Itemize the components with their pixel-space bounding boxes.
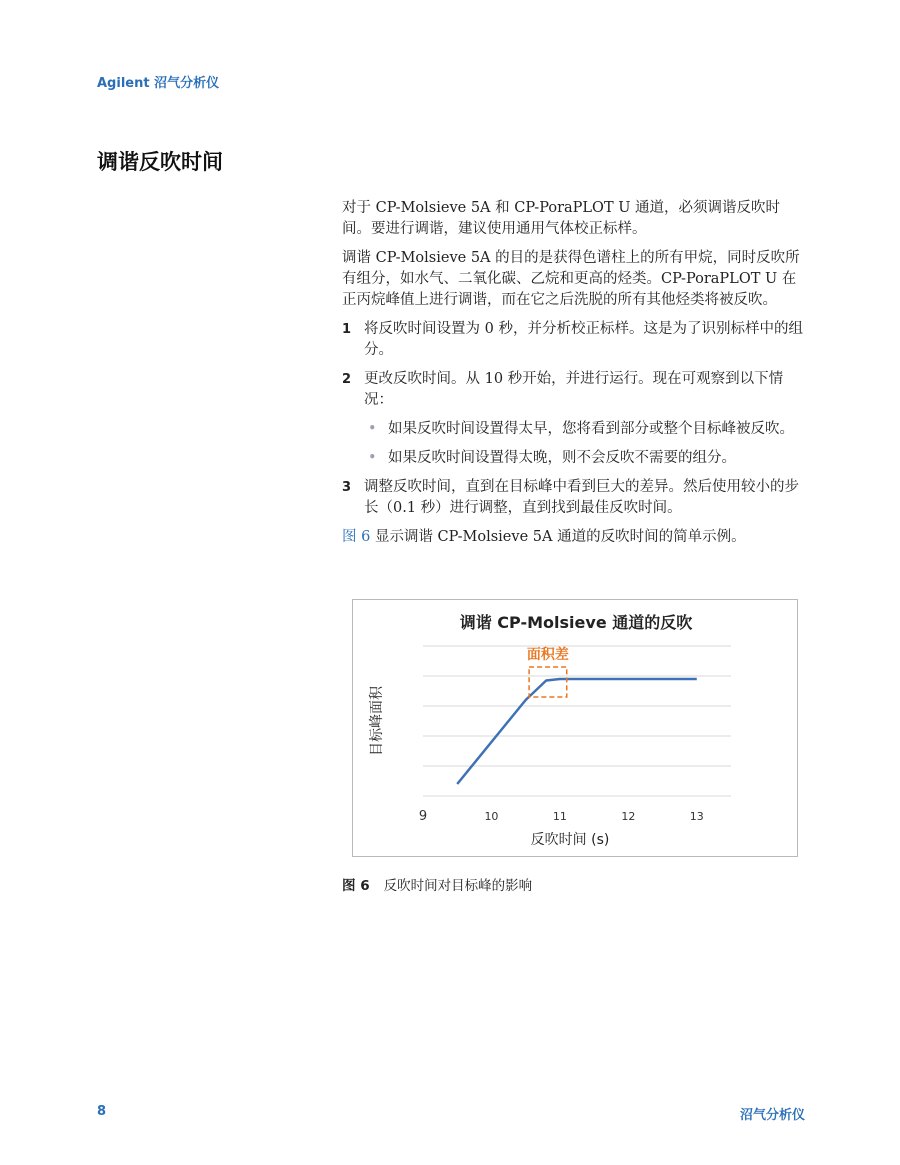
line-chart <box>353 600 799 858</box>
footer-product: 沼气分析仪 <box>739 1108 805 1123</box>
step-number: 3 <box>342 480 352 495</box>
x-axis-label: 反吹时间 (s) <box>530 832 610 848</box>
caption-label: 图 6 <box>342 878 370 894</box>
step-3 <box>342 477 808 519</box>
y-axis-label: 目标峰面积 <box>369 686 385 756</box>
step-number: 1 <box>342 322 352 337</box>
step-1 <box>342 319 808 361</box>
step-number: 2 <box>342 372 352 387</box>
page-number: 8 <box>97 1104 107 1119</box>
area-difference-label: 面积差 <box>526 647 569 663</box>
figure-caption <box>342 874 532 894</box>
caption-text: 反吹时间对目标峰的影响 <box>383 878 533 894</box>
header-brand: Agilent 沼气分析仪 <box>97 76 220 91</box>
x-tick-label: 11 <box>552 810 567 823</box>
series-line <box>457 679 697 784</box>
chart-title: 调谐 CP-Molsieve 通道的反吹 <box>459 613 693 632</box>
bullet-icon: • <box>368 450 377 466</box>
figure-link[interactable]: 图 6 <box>342 529 371 545</box>
purpose-paragraph: 调谐 CP-Molsieve 5A 的目的是获得色谱柱上的所有甲烷，同时反吹所有组分，如水气、二氧化碳、乙烷和更高的烃类。CP-PoraPLOT U 在正丙烷峰值上进行调谐，而在它之后洗脱的所有其他烃类将被反吹。 <box>342 250 800 308</box>
bullet-too-late <box>342 448 808 469</box>
figure-reference <box>342 527 808 548</box>
chart-figure <box>352 599 798 857</box>
figure-reference-text: 显示调谐 CP-Molsieve 5A 通道的反吹时间的简单示例。 <box>370 529 746 545</box>
bullet-too-early <box>342 419 808 440</box>
x-tick-label: 10 <box>484 810 499 823</box>
main-content <box>342 198 808 556</box>
intro-paragraph: 对于 CP-Molsieve 5A 和 CP-PoraPLOT U 通道，必须调谐反吹时间。要进行调谐，建议使用通用气体校正标样。 <box>342 200 781 237</box>
x-tick-label: 9 <box>418 809 428 824</box>
x-tick-label: 13 <box>689 810 704 823</box>
step-text: 更改反吹时间。从 10 秒开始，并进行运行。现在可观察到以下情况： <box>364 371 784 408</box>
x-tick-label: 12 <box>621 810 636 823</box>
bullet-text: 如果反吹时间设置得太晚，则不会反吹不需要的组分。 <box>388 450 736 466</box>
page-title: 调谐反吹时间 <box>97 150 223 174</box>
bullet-icon: • <box>368 421 377 437</box>
step-text: 调整反吹时间，直到在目标峰中看到巨大的差异。然后使用较小的步长（0.1 秒）进行调整，直到找到最佳反吹时间。 <box>364 479 799 516</box>
bullet-text: 如果反吹时间设置得太早，您将看到部分或整个目标峰被反吹。 <box>388 421 794 437</box>
step-text: 将反吹时间设置为 0 秒，并分析校正标样。这是为了识别标样中的组分。 <box>364 321 803 358</box>
step-2 <box>342 369 808 411</box>
